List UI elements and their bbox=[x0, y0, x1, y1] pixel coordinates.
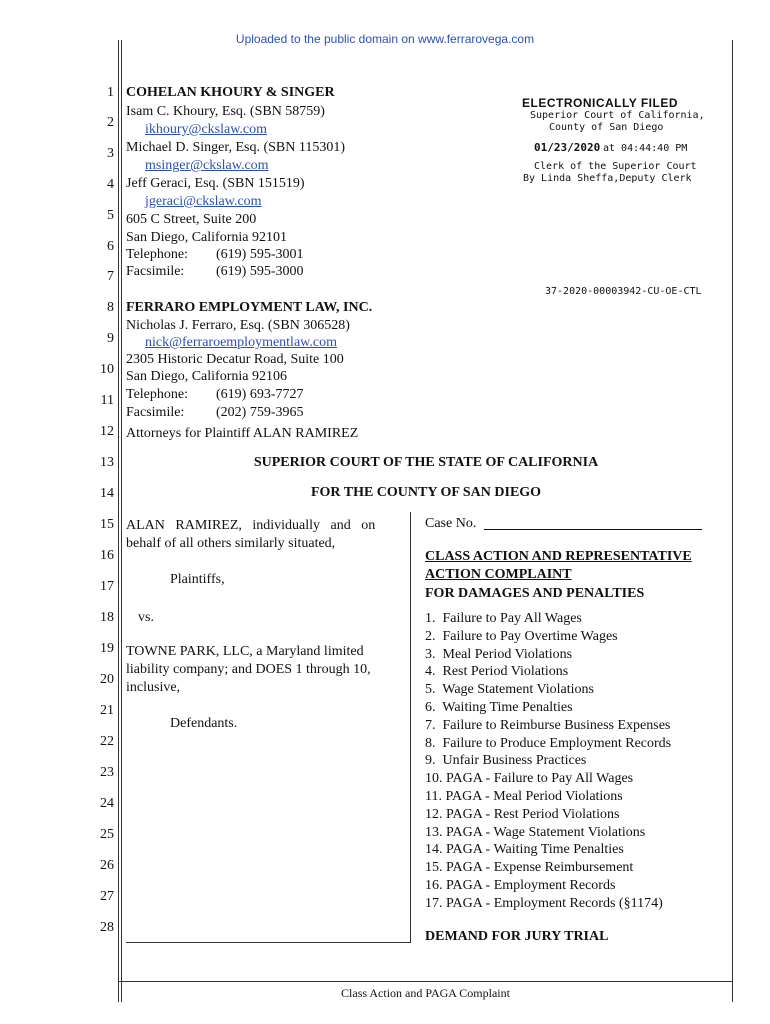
line-number: 11 bbox=[100, 393, 114, 408]
case-number-blank bbox=[484, 529, 702, 530]
line-number: 10 bbox=[100, 362, 114, 377]
firm1-telephone-label: Telephone: bbox=[126, 247, 188, 262]
line-number: 25 bbox=[100, 827, 114, 842]
caption-divider-vertical bbox=[410, 512, 411, 942]
line-number: 1 bbox=[107, 85, 114, 100]
firm1-facsimile-label: Facsimile: bbox=[126, 264, 185, 279]
cause-of-action-item: 10. PAGA - Failure to Pay All Wages bbox=[425, 771, 634, 787]
plaintiff-line-2: behalf of all others similarly situated, bbox=[126, 536, 336, 551]
cause-of-action-item: 6. Waiting Time Penalties bbox=[425, 700, 573, 715]
left-margin-rule-outer bbox=[118, 40, 119, 1002]
line-number: 26 bbox=[100, 858, 114, 873]
firm1-address-1: 605 C Street, Suite 200 bbox=[126, 212, 257, 227]
line-number: 5 bbox=[107, 208, 114, 223]
firm2-telephone: (619) 693-7727 bbox=[216, 387, 304, 402]
firm1-email-2[interactable]: msinger@ckslaw.com bbox=[145, 158, 269, 173]
cause-of-action-item: 13. PAGA - Wage Statement Violations bbox=[425, 824, 646, 840]
plaintiffs-label: Plaintiffs, bbox=[170, 572, 225, 587]
stamp-clerk-2: By Linda Sheffa,Deputy Clerk bbox=[523, 173, 692, 184]
firm2-facsimile-label: Facsimile: bbox=[126, 405, 185, 420]
defendant-line-3: inclusive, bbox=[126, 680, 181, 695]
caption-divider-horizontal bbox=[126, 942, 411, 943]
firm2-telephone-label: Telephone: bbox=[126, 387, 188, 402]
cause-of-action-item: 7. Failure to Reimburse Business Expenses bbox=[425, 717, 671, 733]
firm1-facsimile: (619) 595-3000 bbox=[216, 264, 304, 279]
firm1-address-2: San Diego, California 92101 bbox=[126, 230, 287, 245]
line-number: 23 bbox=[100, 765, 114, 780]
firm1-attorney-2: Michael D. Singer, Esq. (SBN 115301) bbox=[126, 140, 346, 155]
firm2-name: FERRARO EMPLOYMENT LAW, INC. bbox=[126, 300, 373, 315]
case-number-label: Case No. bbox=[425, 516, 477, 531]
line-number: 20 bbox=[100, 672, 114, 687]
defendants-label: Defendants. bbox=[170, 716, 238, 731]
plaintiff-line-1: ALAN RAMIREZ, individually and on bbox=[126, 518, 376, 533]
complaint-title-1: CLASS ACTION AND REPRESENTATIVE bbox=[425, 549, 692, 564]
attorneys-for-plaintiff: Attorneys for Plaintiff ALAN RAMIREZ bbox=[126, 426, 359, 441]
firm1-attorney-3: Jeff Geraci, Esq. (SBN 151519) bbox=[126, 176, 305, 191]
left-margin-rule-inner bbox=[121, 40, 122, 1002]
versus: vs. bbox=[138, 610, 154, 625]
line-number: 14 bbox=[100, 486, 114, 501]
cause-of-action-item: 16. PAGA - Employment Records bbox=[425, 878, 616, 893]
right-margin-rule bbox=[732, 40, 733, 1002]
firm2-attorney-1: Nicholas J. Ferraro, Esq. (SBN 306528) bbox=[126, 318, 350, 333]
complaint-title-3: FOR DAMAGES AND PENALTIES bbox=[425, 586, 645, 601]
footer-title: Class Action and PAGA Complaint bbox=[341, 986, 510, 1000]
cause-of-action-item: 14. PAGA - Waiting Time Penalties bbox=[425, 842, 624, 858]
line-number: 24 bbox=[100, 796, 114, 811]
cause-of-action-item: 12. PAGA - Rest Period Violations bbox=[425, 806, 620, 822]
defendant-line-1: TOWNE PARK, LLC, a Maryland limited bbox=[126, 644, 364, 659]
jury-demand: DEMAND FOR JURY TRIAL bbox=[425, 929, 609, 944]
line-number: 9 bbox=[107, 331, 114, 346]
stamp-time: at 04:44:40 PM bbox=[603, 143, 688, 154]
stamp-court-1: Superior Court of California, bbox=[530, 110, 705, 121]
cause-of-action-item: 11. PAGA - Meal Period Violations bbox=[425, 789, 623, 804]
line-number: 21 bbox=[100, 703, 114, 718]
stamp-title: ELECTRONICALLY FILED bbox=[522, 96, 679, 110]
cause-of-action-item: 3. Meal Period Violations bbox=[425, 646, 573, 662]
line-number: 6 bbox=[107, 239, 114, 254]
firm2-address-2: San Diego, California 92106 bbox=[126, 369, 287, 384]
firm2-email-1[interactable]: nick@ferraroemploymentlaw.com bbox=[145, 335, 337, 350]
stamp-case-number: 37-2020-00003942-CU-OE-CTL bbox=[545, 286, 702, 297]
line-number: 19 bbox=[100, 641, 114, 656]
cause-of-action-item: 9. Unfair Business Practices bbox=[425, 753, 587, 769]
complaint-title-2: ACTION COMPLAINT bbox=[425, 567, 572, 582]
defendant-line-2: liability company; and DOES 1 through 10, bbox=[126, 662, 371, 677]
line-number: 15 bbox=[100, 517, 114, 532]
firm1-telephone: (619) 595-3001 bbox=[216, 247, 304, 262]
firm1-email-3[interactable]: jgeraci@ckslaw.com bbox=[145, 194, 262, 209]
line-number: 2 bbox=[107, 115, 114, 130]
cause-of-action-item: 4. Rest Period Violations bbox=[425, 664, 569, 680]
line-number: 7 bbox=[107, 269, 114, 284]
line-number: 4 bbox=[107, 177, 114, 192]
watermark-link[interactable]: Uploaded to the public domain on www.ferrarovega.com bbox=[235, 32, 535, 46]
line-number: 28 bbox=[100, 920, 114, 935]
court-heading-2: FOR THE COUNTY OF SAN DIEGO bbox=[310, 485, 542, 500]
line-number: 27 bbox=[100, 889, 114, 904]
line-number: 17 bbox=[100, 579, 114, 594]
firm2-address-1: 2305 Historic Decatur Road, Suite 100 bbox=[126, 352, 344, 367]
line-number: 3 bbox=[107, 146, 114, 161]
cause-of-action-item: 2. Failure to Pay Overtime Wages bbox=[425, 628, 618, 644]
line-number: 13 bbox=[100, 455, 114, 470]
footer-rule bbox=[118, 981, 733, 982]
cause-of-action-item: 8. Failure to Produce Employment Records bbox=[425, 735, 672, 751]
line-number: 12 bbox=[100, 424, 114, 439]
firm2-facsimile: (202) 759-3965 bbox=[216, 405, 304, 420]
stamp-court-2: County of San Diego bbox=[549, 122, 664, 133]
line-number: 16 bbox=[100, 548, 114, 563]
line-number: 8 bbox=[107, 300, 114, 315]
line-number: 18 bbox=[100, 610, 114, 625]
stamp-clerk-1: Clerk of the Superior Court bbox=[534, 161, 697, 172]
firm1-email-1[interactable]: ikhoury@ckslaw.com bbox=[145, 122, 268, 137]
cause-of-action-item: 15. PAGA - Expense Reimbursement bbox=[425, 860, 634, 876]
cause-of-action-item: 1. Failure to Pay All Wages bbox=[425, 611, 582, 626]
stamp-date: 01/23/2020 bbox=[534, 141, 601, 154]
cause-of-action-item: 17. PAGA - Employment Records (§1174) bbox=[425, 895, 663, 911]
firm1-attorney-1: Isam C. Khoury, Esq. (SBN 58759) bbox=[126, 104, 325, 119]
firm1-name: COHELAN KHOURY & SINGER bbox=[126, 85, 335, 100]
court-heading-1: SUPERIOR COURT OF THE STATE OF CALIFORNIA bbox=[253, 455, 599, 470]
line-number: 22 bbox=[100, 734, 114, 749]
cause-of-action-item: 5. Wage Statement Violations bbox=[425, 682, 594, 698]
